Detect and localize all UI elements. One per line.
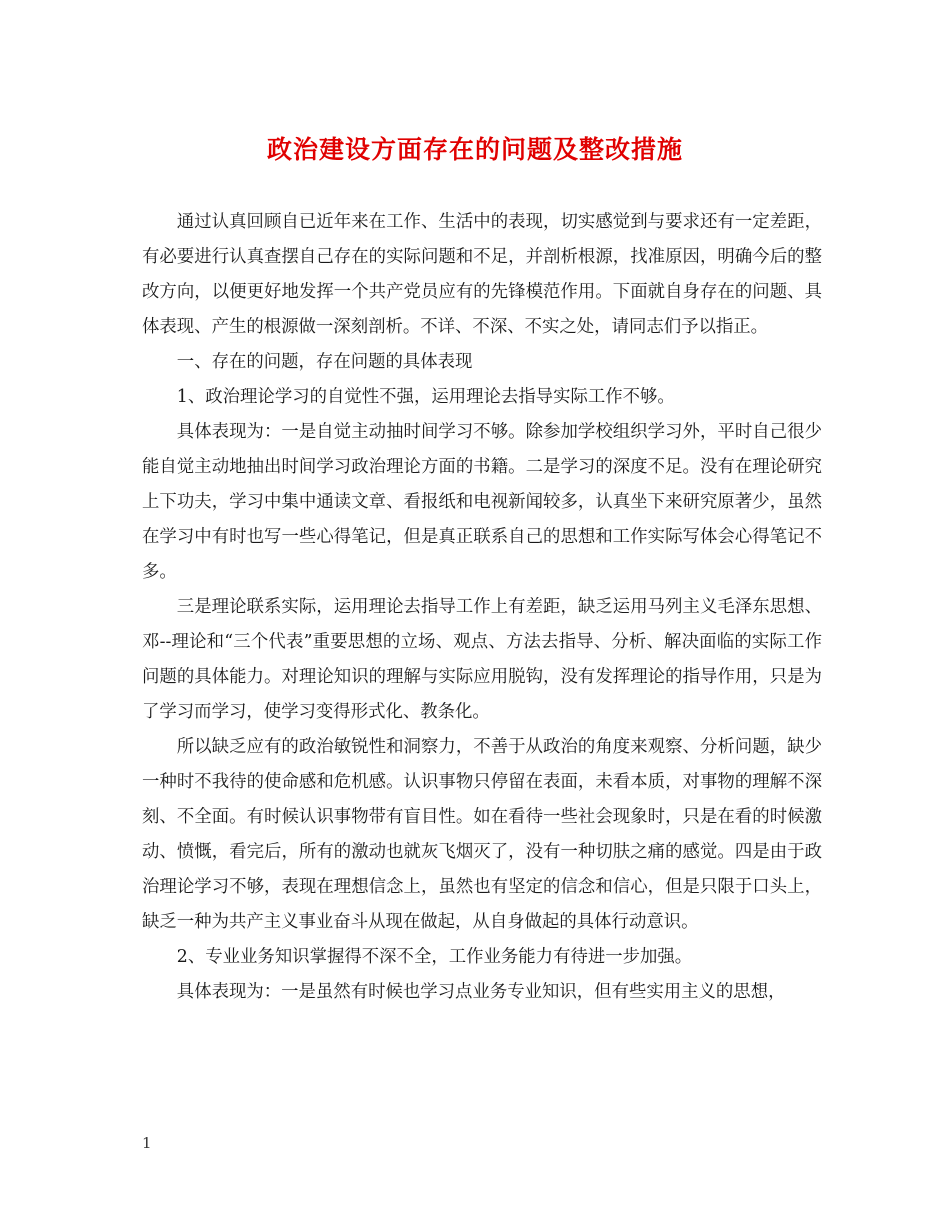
paragraph-intro: 通过认真回顾自已近年来在工作、生活中的表现，切实感觉到与要求还有一定差距，有必要进行认真查摆自己存在的实际问题和不足，并剖析根源，找准原因，明确今后的整改方向，以便更好地发挥一个共产党员应有的先锋模范作用。下面就自身存在的问题、具体表现、产生的根源做一深刻剖析。不详、不深、不实之处，请同志们予以指正。 xyxy=(142,212,822,337)
section-heading-1: 一、存在的问题，存在问题的具体表现 xyxy=(176,352,473,372)
paragraph-details-3: 所以缺乏应有的政治敏锐性和洞察力，不善于从政治的角度来观察、分析问题，缺少一种时不我待的使命感和危机感。认识事物只停留在表面，未看本质，对事物的理解不深刻、不全面。有时候认识事物带有盲目性。如在看待一些社会现象时，只是在看的时候激动、愤慨，看完后，所有的激动也就灰飞烟灭了，没有一种切肤之痛的感觉。四是由于政治理论学习不够，表现在理想信念上，虽然也有坚定的信念和信心，但是只限于口头上，缺乏一种为共产主义事业奋斗从现在做起，从自身做起的具体行动意识。 xyxy=(142,737,822,932)
document-body xyxy=(142,205,822,1010)
subsection-heading-2: 2、专业业务知识掌握得不深不全，工作业务能力有待进一步加强。 xyxy=(176,947,693,967)
page-number: 1 xyxy=(142,1134,152,1152)
paragraph-details-1: 具体表现为：一是自觉主动抽时间学习不够。除参加学校组织学习外，平时自己很少能自觉主动地抽出时间学习政治理论方面的书籍。二是学习的深度不足。没有在理论研究上下功夫，学习中集中通读文章、看报纸和电视新闻较多，认真坐下来研究原著少，虽然在学习中有时也写一些心得笔记，但是真正联系自己的思想和工作实际写体会心得笔记不多。 xyxy=(142,422,822,582)
paragraph-details-4: 具体表现为：一是虽然有时候也学习点业务专业知识，但有些实用主义的思想， xyxy=(176,982,786,1002)
paragraph-details-2: 三是理论联系实际，运用理论去指导工作上有差距，缺乏运用马列主义毛泽东思想、邓--理论和“三个代表”重要思想的立场、观点、方法去指导、分析、解决面临的实际工作问题的具体能力。对理论知识的理解与实际应用脱钩，没有发挥理论的指导作用，只是为了学习而学习，使学习变得形式化、教条化。 xyxy=(142,597,822,722)
document-title: 政治建设方面存在的问题及整改措施 xyxy=(266,135,683,164)
subsection-heading-1: 1、政治理论学习的自觉性不强，运用理论去指导实际工作不够。 xyxy=(176,387,675,407)
